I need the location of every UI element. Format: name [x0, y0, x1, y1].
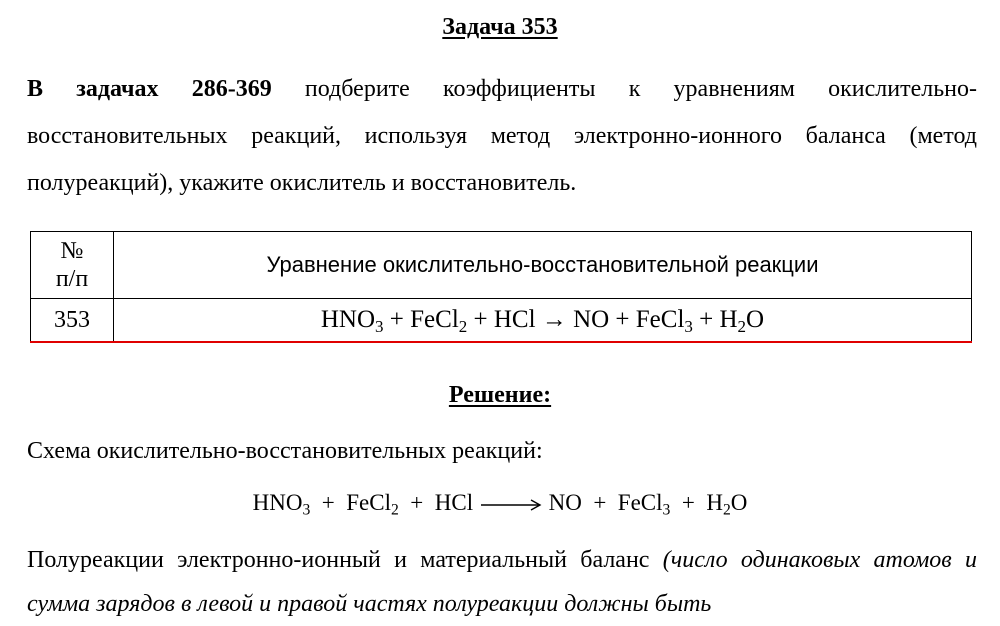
header-equation-cell: Уравнение окислительно-восстановительной реакции [114, 232, 972, 299]
scheme-label: Схема окислительно-восстановительных реакций: [27, 438, 543, 464]
header-number-cell [31, 232, 114, 299]
solution-title: Решение: [448, 382, 552, 408]
eq-part: HNO [252, 490, 303, 515]
eq-part: + H [670, 490, 723, 515]
eq-subscript: 3 [662, 501, 671, 519]
halfreaction-text: Полуреакции электронно-ионный и материальный баланс [27, 547, 663, 573]
header-number-symbol: № [60, 238, 84, 264]
eq-subscript: 3 [302, 501, 311, 519]
task-range-bold: В задачах 286-369 [27, 76, 272, 102]
eq-part: NO + FeCl [542, 490, 663, 515]
reaction-arrow-symbol: → [541, 306, 567, 333]
eq-part: + FeCl [310, 490, 391, 515]
eq-subscript: 3 [684, 316, 693, 336]
table-row [31, 299, 972, 343]
eq-part: O [730, 490, 748, 515]
header-number-abbr: п/п [55, 266, 89, 292]
scheme-equation [0, 490, 1000, 519]
eq-subscript: 2 [722, 501, 731, 519]
task-description [27, 66, 977, 207]
eq-subscript: 2 [390, 501, 399, 519]
eq-part: HNO [320, 306, 376, 333]
long-arrow-icon [479, 498, 543, 512]
row-equation-cell [114, 299, 972, 343]
eq-part: + FeCl [383, 306, 459, 333]
eq-part: O [746, 306, 765, 333]
eq-part: + H [692, 306, 738, 333]
table-header-row [31, 232, 972, 299]
halfreaction-italic-note: (число одинаковых атомов и сумма зарядов в левой и правой частях полуреакции должны быть [27, 547, 978, 617]
eq-part: NO + FeCl [566, 306, 685, 333]
row-number-cell: 353 [31, 299, 114, 343]
eq-subscript: 2 [737, 316, 747, 336]
task-title: Задача 353 [442, 14, 558, 40]
eq-subscript: 2 [458, 316, 468, 336]
reaction-table [30, 231, 972, 343]
eq-part: + HCl [467, 306, 542, 333]
eq-subscript: 3 [375, 316, 384, 336]
task-description-text: подберите коэффициенты к уравнениям окислительно-восстановительных реакций, используя метод электронно-ионного баланса (метод полуреакций), укажите окислитель и восстановитель. [27, 76, 977, 196]
eq-part: + HCl [398, 490, 479, 515]
halfreaction-paragraph [27, 538, 977, 626]
